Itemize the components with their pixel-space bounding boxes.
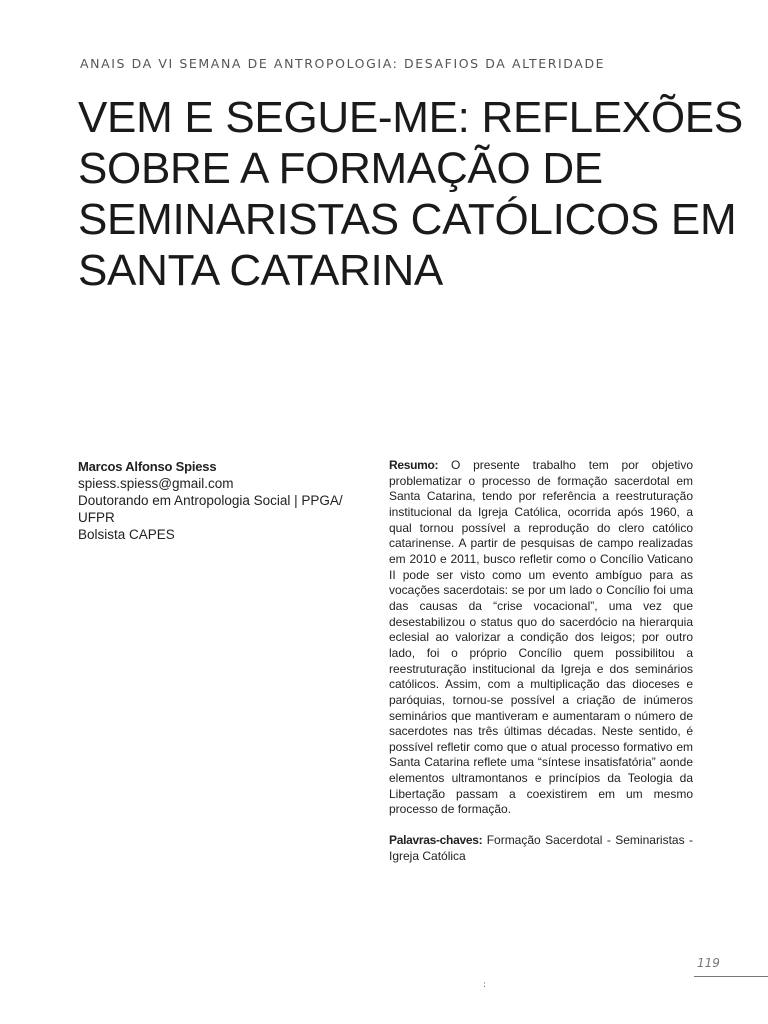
keywords-paragraph — [389, 833, 693, 864]
title-line: SEMINARISTAS CATÓLICOS EM — [78, 195, 737, 244]
abstract-paragraph — [389, 458, 693, 818]
article-title — [78, 92, 743, 296]
page-number: 119 — [697, 956, 720, 970]
author-block — [78, 458, 378, 543]
abstract-block — [389, 458, 693, 864]
abstract-label: Resumo: — [389, 458, 439, 472]
title-line: SOBRE A FORMAÇÃO DE — [78, 144, 603, 193]
author-affiliation-cont: UFPR — [78, 510, 115, 525]
title-line: VEM E SEGUE-ME: REFLEXÕES — [78, 93, 743, 142]
footer-rule — [694, 976, 768, 977]
keywords-text: Formação Sacerdotal - Seminaristas - Igreja Católica — [389, 833, 693, 863]
title-line: SANTA CATARINA — [78, 246, 443, 295]
keywords-label: Palavras-chaves: — [389, 833, 483, 848]
running-header: ANAIS DA VI SEMANA DE ANTROPOLOGIA: DESAFIOS DA ALTERIDADE — [80, 56, 606, 71]
author-email[interactable]: spiess.spiess@gmail.com — [78, 476, 234, 491]
footer-mark: : — [483, 980, 487, 990]
author-name: Marcos Alfonso Spiess — [78, 459, 217, 474]
author-funding: Bolsista CAPES — [78, 527, 175, 542]
author-affiliation: Doutorando em Antropologia Social | PPGA/ — [78, 493, 343, 508]
abstract-text: O presente trabalho tem por objetivo problematizar o processo de formação sacerdotal em Santa Catarina, tendo por referência a reestruturação institucional da Igreja Católica, ocorrida após 1960, a qual tornou possível a reprodução do clero católico catarinense. A partir de pesquisas de campo realizadas em 2010 e 2011, busco refletir como o Concílio Vaticano II pode ser visto como um evento ambíguo para as vocações sacerdotais: se por um lado o Concílio foi uma das causas da “crise vocacional”, uma vez que desestabilizou o status quo do sacerdócio na hierarquia eclesial ao valorizar a condição dos leigos; por outro lado, foi o próprio Concílio quem possibilitou a reestruturação institucional da Igreja e dos seminários católicos. Assim, com a multiplicação das dioceses e paróquias, tornou-se possível a criação de inúmeros seminários que mantiveram e aumentaram o número de sacerdotes nas três últimas décadas. Neste sentido, é possível refletir como que o atual processo formativo em Santa Catarina reflete uma “síntese insatisfatória” aonde elementos ultramontanos e princípios da Teologia da Libertação passam a coexistirem em um mesmo processo de formação. — [389, 458, 693, 817]
